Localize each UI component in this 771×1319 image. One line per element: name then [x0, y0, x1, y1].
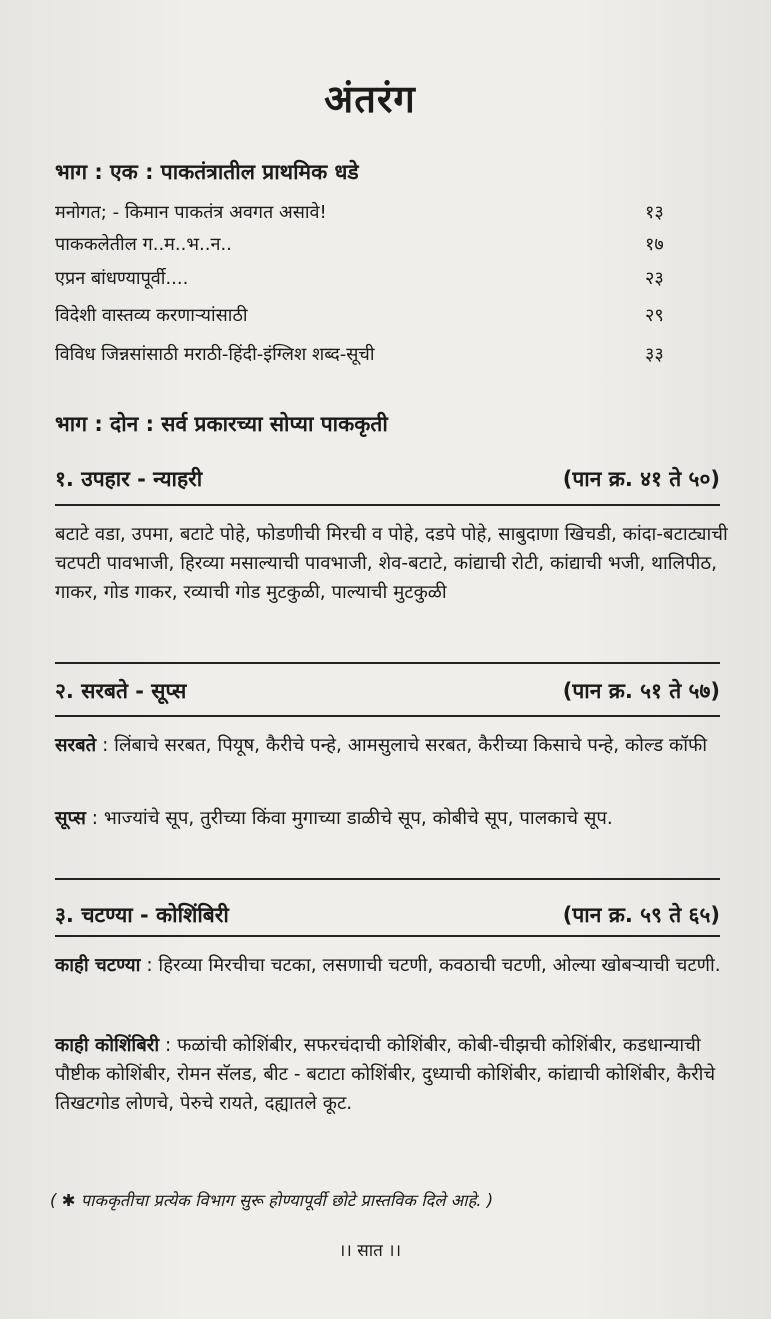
- section-heading: [55, 901, 720, 929]
- section-body: बटाटे वडा, उपमा, बटाटे पोहे, फोडणीची मिरची व पोहे, दडपे पोहे, साबुदाणा खिचडी, कांदा-बटाट्याची चटपटी पावभाजी, हिरव्या मसाल्याची पावभाजी, शेव-बटाटे, कांद्याची रोटी, कांद्याची भजी, थालिपीठ, गाकर, गोड गाकर, रव्याची गोड मुटकुळी, पाल्याची मुटकुळी: [55, 524, 728, 603]
- part-two-heading: भाग : दोन : सर्व प्रकारच्या सोप्या पाककृती: [55, 412, 388, 436]
- toc-label: विविध जिन्नसांसाठी मराठी-हिंदी-इंग्लिश शब्द-सूची: [55, 344, 375, 365]
- subsection-text: : भाज्यांचे सूप, तुरीच्या किंवा मुगाच्या डाळीचे सूप, कोबीचे सूप, पालकाचे सूप.: [85, 808, 613, 829]
- section-page-range: (पान क्र. ४१ ते ५०): [562, 467, 720, 491]
- section-body: [55, 1031, 735, 1118]
- subsection-label: सूप्स: [55, 808, 86, 829]
- subsection-text: : फळांची कोशिंबीर, सफरचंदाची कोशिंबीर, कोबी-चीझची कोशिंबीर, कडधान्याची पौष्टीक कोशिंबीर, रोमन सॅलड, बीट - बटाटा कोशिंबीर, दुध्याची कोशिंबीर, कांद्याची कोशिंबीर, कैरीचे तिखटगोड लोणचे, पेरुचे रायते, दह्यातले कूट.: [55, 1035, 716, 1114]
- toc-page-number: ३३: [645, 344, 664, 365]
- subsection-text: : हिरव्या मिरचीचा चटका, लसणाची चटणी, कवठाची चटणी, ओल्या खोबऱ्याची चटणी.: [140, 955, 721, 976]
- toc-label: मनोगत; - किमान पाकतंत्र अवगत असावे!: [55, 202, 327, 223]
- section-divider: [55, 935, 720, 937]
- page-number-footer: ।। सात ।।: [338, 1241, 402, 1261]
- part-one-heading: भाग : एक : पाकतंत्रातील प्राथमिक धडे: [55, 160, 359, 184]
- toc-page-number: २३: [645, 268, 664, 289]
- section-divider: [55, 715, 720, 717]
- section-page-range: (पान क्र. ५१ ते ५७): [562, 679, 720, 703]
- section-title: १. उपहार - न्याहरी: [55, 467, 203, 491]
- toc-row: [55, 300, 695, 330]
- subsection-text: : लिंबाचे सरबत, पियूष, कैरीचे पन्हे, आमसुलाचे सरबत, कैरीच्या किसाचे पन्हे, कोल्ड कॉफी: [96, 735, 708, 756]
- note-open-paren: (: [50, 1191, 57, 1210]
- subsection-label: सरबते: [55, 735, 97, 756]
- toc-row: [55, 339, 695, 369]
- toc-row: [55, 263, 695, 293]
- section-body: [55, 731, 735, 760]
- section-divider: [55, 662, 720, 664]
- section-title: २. सरबते - सूप्स: [55, 679, 187, 703]
- section-divider: [55, 504, 720, 506]
- toc-label: विदेशी वास्तव्य करणाऱ्यांसाठी: [55, 305, 248, 326]
- note-text: पाककृतीचा प्रत्येक विभाग सुरू होण्यापूर्वी छोटे प्रास्तविक दिले आहे. ): [75, 1191, 494, 1210]
- section-heading: [55, 677, 720, 705]
- subsection-label: काही कोशिंबिरी: [55, 1035, 160, 1056]
- section-heading: [55, 465, 720, 493]
- section-body: [55, 951, 735, 980]
- section-page-range: (पान क्र. ५९ ते ६५): [562, 903, 720, 927]
- section-divider: [55, 878, 720, 880]
- footnote: [50, 1188, 710, 1211]
- toc-page-number: १३: [645, 202, 664, 223]
- section-body: [55, 804, 735, 833]
- toc-label: पाककलेतील ग..म..भ..न..: [55, 234, 232, 255]
- toc-page-number: २९: [645, 305, 664, 326]
- toc-row: [55, 197, 695, 227]
- page-title: अंतरंग: [324, 77, 416, 121]
- toc-label: एप्रन बांधण्यापूर्वी....: [55, 268, 189, 289]
- subsection-label: काही चटण्या: [55, 955, 141, 976]
- toc-row: [55, 229, 695, 259]
- toc-page-number: १७: [645, 234, 664, 255]
- section-title: ३. चटण्या - कोशिंबिरी: [55, 903, 229, 927]
- asterisk-icon: ✱: [61, 1191, 76, 1210]
